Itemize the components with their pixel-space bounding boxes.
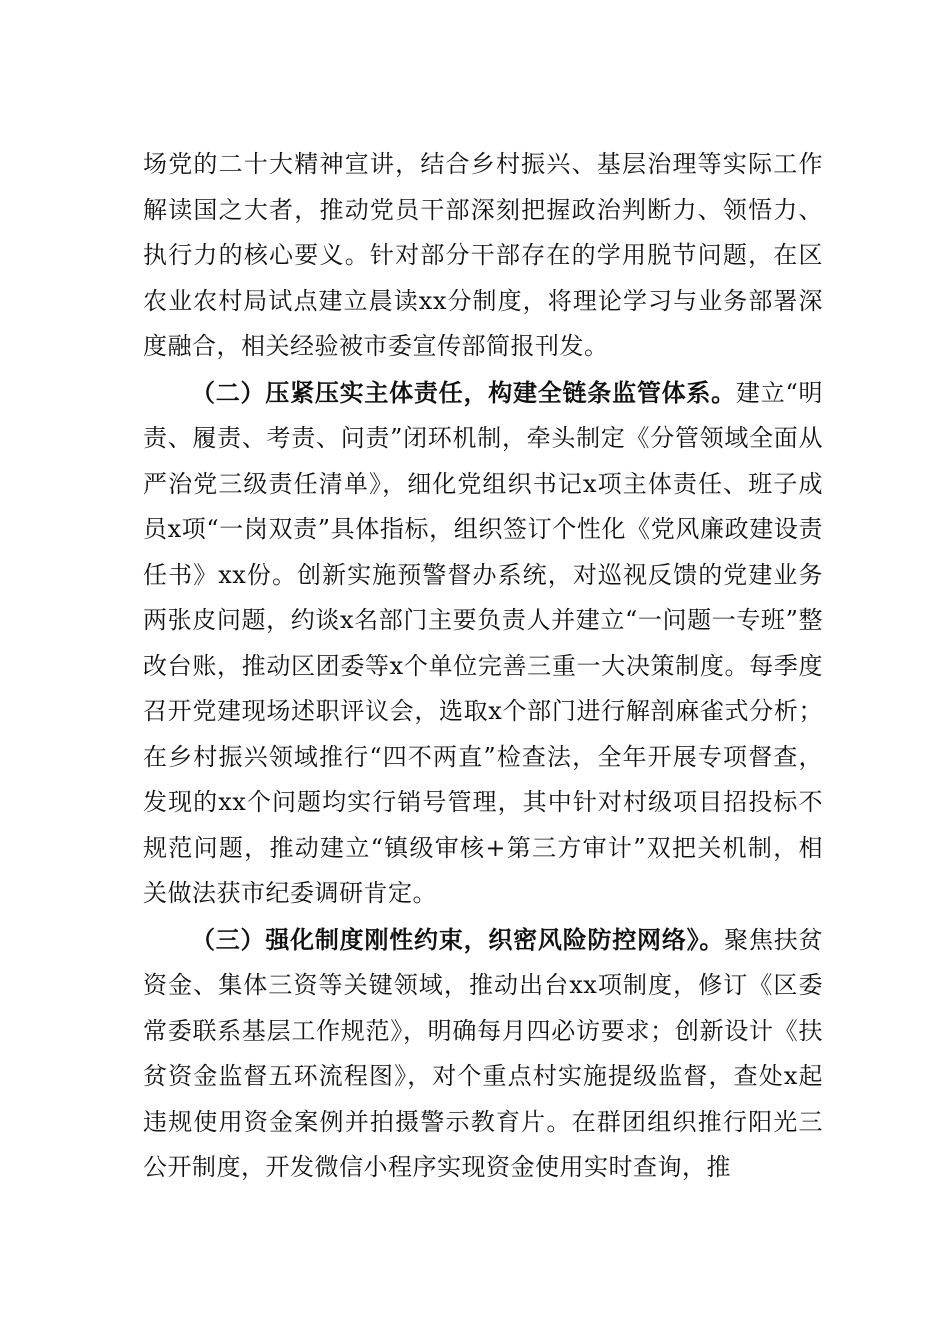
section-heading: （三）强化制度刚性约束，织密风险防控网络》。 <box>191 924 725 954</box>
section-heading: （二）压紧压实主体责任，构建全链条监管体系。 <box>191 377 736 407</box>
document-page <box>143 142 823 1191</box>
paragraph-section-2 <box>143 370 823 917</box>
paragraph-section-3 <box>143 917 823 1191</box>
paragraph-text: 场党的二十大精神宣讲，结合乡村振兴、基层治理等实际工作解读国之大者，推动党员干部深刻把握政治判断力、领悟力、执行力的核心要义。针对部分干部存在的学用脱节问题，在区农业农村局试点建立晨读xx分制度，将理论学习与业务部署深度融合，相关经验被市委宣传部简报刊发。 <box>143 150 823 360</box>
paragraph-text: 聚焦扶贫资金、集体三资等关键领域，推动出台xx项制度，修订《区委常委联系基层工作规范》，明确每月四必访要求；创新设计《扶贫资金监督五环流程图》，对个重点村实施提级监督，查处x起违规使用资金案例并拍摄警示教育片。在群团组织推行阳光三公开制度，开发微信小程序实现资金使用实时查询，推 <box>143 925 824 1181</box>
paragraph-continuation <box>143 142 823 370</box>
paragraph-text: 建立“明责、履责、考责、问责”闭环机制，牵头制定《分管领域全面从严治党三级责任清单》，细化党组织书记x项主体责任、班子成员x项“一岗双责”具体指标，组织签订个性化《党风廉政建设责任书》xx份。创新实施预警督办系统，对巡视反馈的党建业务两张皮问题，约谈x名部门主要负责人并建立“一问题一专班”整改台账，推动区团委等x个单位完善三重一大决策制度。每季度召开党建现场述职评议会，选取x个部门进行解剖麻雀式分析；在乡村振兴领域推行“四不两直”检查法，全年开展专项督查，发现的xx个问题均实行销号管理，其中针对村级项目招投标不规范问题，推动建立“镇级审核+第三方审计”双把关机制，相关做法获市纪委调研肯定。 <box>143 378 823 907</box>
